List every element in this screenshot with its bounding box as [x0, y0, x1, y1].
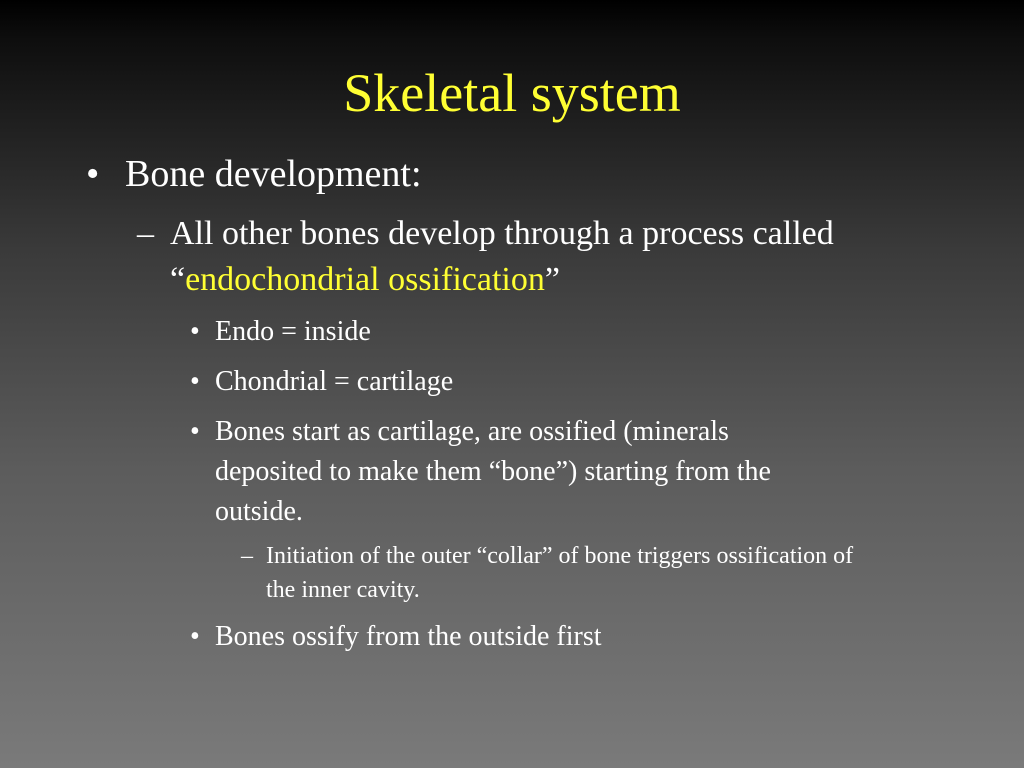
level2-line-2	[170, 258, 560, 302]
level2-line-1: All other bones develop through a process called	[170, 215, 834, 252]
level3-bullet: •	[190, 366, 200, 397]
quote-close: ”	[544, 261, 560, 298]
level3-item-bones-start-line-3: outside.	[215, 496, 303, 527]
level3-item-bones-start-line-1: Bones start as cartilage, are ossified (minerals	[215, 416, 729, 447]
level4-dash: –	[241, 543, 253, 569]
level3-bullet: •	[190, 316, 200, 347]
level2-dash: –	[137, 215, 154, 252]
highlighted-term: endochondrial ossification	[185, 261, 545, 298]
level3-item-ossify-outside: Bones ossify from the outside first	[215, 621, 602, 652]
level3-item-bones-start-line-2: deposited to make them “bone”) starting from the	[215, 456, 771, 487]
level3-item-chondrial: Chondrial = cartilage	[215, 366, 454, 397]
quote-open: “	[170, 261, 186, 298]
level3-item-endo: Endo = inside	[215, 316, 371, 347]
level4-line-1: Initiation of the outer “collar” of bone triggers ossification of	[266, 543, 854, 569]
level3-bullet: •	[190, 416, 200, 447]
level1-text: Bone development:	[125, 153, 422, 195]
slide-title: Skeletal system	[343, 63, 681, 123]
level3-bullet: •	[190, 621, 200, 652]
level4-line-2: the inner cavity.	[266, 577, 420, 603]
level1-bullet: •	[86, 153, 100, 195]
